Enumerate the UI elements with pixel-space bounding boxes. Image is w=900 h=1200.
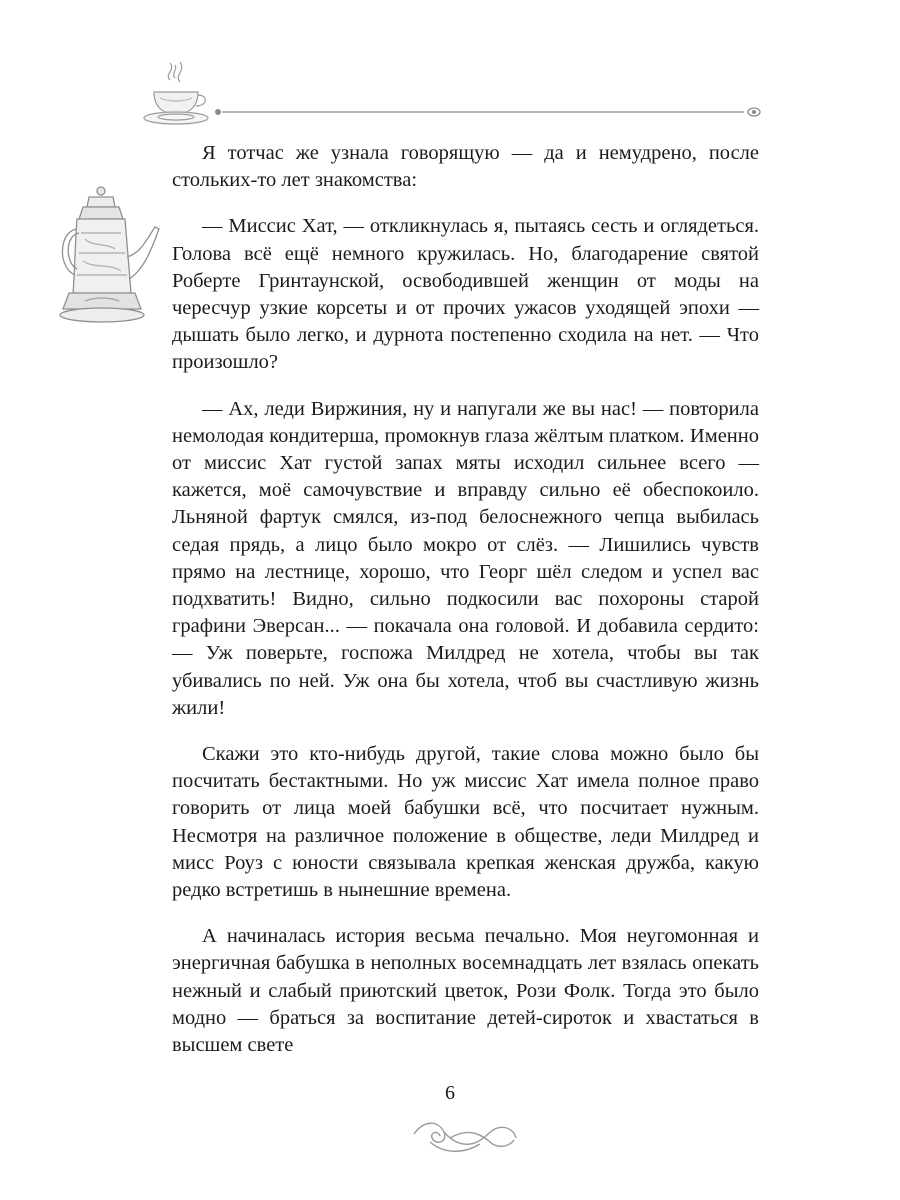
paragraph-3: — Ах, леди Виржиния, ну и напугали же вы нас! — повторила немолодая кондитерша, промокнув глаза жёлтым платком. Именно от миссис Хат густой запах мяты исходил сильнее всего — кажется, моё самочувствие и вправду сильно её обеспокоило. Льняной фартук смялся, из-под белоснежного чепца выбилась седая прядь, а лицо было мокро от слёз. — Лишились чувств прямо на лестнице, хорошо, что Георг шёл следом и успел вас подхватить! Видно, сильно подкосили вас похороны старой графини Эверсан... — покачала она головой. И добавила сердито: — Уж поверьте, госпожа Милдред не хотела, чтобы вы так убивались по ней. Уж она бы хотела, чтоб вы счастливую жизнь жили! [172,397,759,719]
footer-flourish-icon [410,1108,520,1156]
text-block [172,140,759,1078]
paragraph-4: Скажи это кто-нибудь другой, такие слова можно было бы посчитать бестактными. Но уж миссис Хат имела полное право говорить от лица моей бабушки всё, что посчитает нужным. Несмотря на различное положение в обществе, леди Милдред и мисс Роуз с юности связывала крепкая женская дружба, какую редко встретишь в нынешние времена. [172,743,759,902]
teacup-ornament-icon [140,58,218,128]
page-number: 6 [445,1082,455,1104]
paragraph-5: А начиналась история весьма печально. Моя неугомонная и энергичная бабушка в неполных восемнадцать лет взялась опекать нежный и слабый приютский цветок, Рози Фолк. Тогда это было модно — браться за воспитание детей-сироток и хвастаться в высшем свете [172,925,759,1057]
teapot-ornament-icon [55,183,160,331]
header-rule-ornament [214,100,762,124]
paragraph-2: — Миссис Хат, — откликнулась я, пытаясь сесть и оглядеться. Голова всё ещё немного кружилась. Но, благодарение святой Роберте Гринтаунской, освободившей женщин от моды на чересчур узкие корсеты и от прочих ужасов уходящей эпохи — дышать было легко, и дурнота постепенно сходила на нет. — Что произошло? [172,215,759,374]
paragraph-1: Я тотчас же узнала говорящую — да и немудрено, после стольких-то лет знакомства: [172,142,759,192]
